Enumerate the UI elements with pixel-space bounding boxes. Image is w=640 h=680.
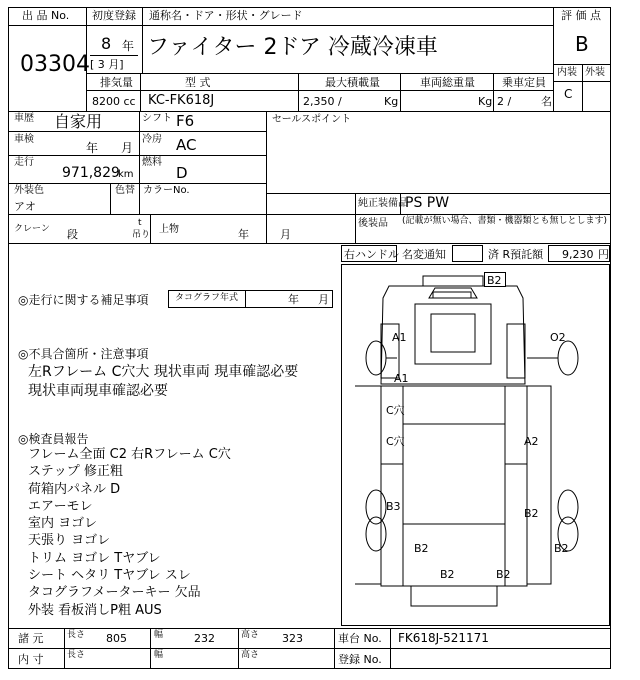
inner-dims-label: 内 寸 (18, 653, 44, 666)
diagram-label: C穴 (386, 404, 405, 417)
displacement: 8200 cc (92, 95, 136, 108)
tachograph-year: 年 (288, 293, 299, 306)
max-load: 2,350 / (303, 95, 342, 108)
diagram-label: B3 (386, 500, 401, 513)
aircon-label: 冷房 (142, 134, 162, 145)
name-change-label: 名変通知 (402, 248, 446, 261)
inspection-label: 車検 (14, 134, 34, 145)
max-load-label: 最大積載量 (325, 76, 380, 89)
inspector-line: ステップ 修正粗 (28, 464, 123, 480)
inspector-label: ◎検査員報告 (18, 432, 89, 446)
inspector-line: 室内 ヨゴレ (28, 516, 98, 532)
ext-color-label: 外装色 (14, 185, 44, 196)
defects-list (28, 363, 298, 401)
defect-line: 現状車両現車確認必要 (28, 383, 168, 399)
inspector-line: 天張り ヨゴレ (28, 533, 111, 549)
inspector-line: タコグラフメーターキー 欠品 (28, 585, 201, 601)
damage-diagram (341, 264, 610, 626)
lot-no: 03304 (20, 52, 90, 77)
mileage-unit: km (118, 169, 134, 180)
defects-label: ◎不具合箇所・注意事項 (18, 347, 149, 361)
chassis-label: 車台 No. (338, 632, 382, 645)
inspector-list (28, 446, 231, 619)
length: 805 (106, 632, 127, 645)
tachograph-month: 月 (318, 293, 329, 306)
inner-length-label: 長さ (67, 650, 86, 660)
model-code-label: 型 式 (185, 76, 211, 89)
gross-weight-label: 車両総重量 (420, 76, 475, 89)
diagram-label: B2 (496, 568, 511, 581)
mount-month: 月 (280, 228, 291, 241)
inspector-line: 外装 看板消しP粗 AUS (28, 602, 162, 618)
defect-line: 左Rフレーム C穴大 現状車両 現車確認必要 (28, 364, 299, 380)
diagram-label: O2 (550, 331, 566, 344)
diagram-label: B2 (524, 507, 539, 520)
diagram-label: A1 (394, 372, 409, 385)
equipment: PS PW (405, 195, 450, 211)
first-reg-month: [ 3 月] (90, 58, 124, 71)
score-label: 評 価 点 (561, 9, 601, 22)
mount-label: 上物 (159, 224, 179, 235)
diagram-label: B2 (440, 568, 455, 581)
fuel-label: 燃料 (142, 157, 162, 168)
interior-score: C (564, 87, 573, 101)
ext-color: アオ (14, 200, 36, 213)
inspection-year: 年 (86, 141, 99, 155)
displacement-label: 排気量 (100, 76, 133, 89)
recycle-unit: 円 (598, 248, 609, 261)
chassis-number: FK618J-521171 (398, 631, 489, 645)
history: 自家用 (54, 112, 103, 131)
sales-point-label: セールスポイント (272, 114, 352, 125)
aftermarket-label: 後装品 (358, 218, 388, 229)
recycle-label: 済 R預託額 (488, 248, 544, 261)
inspector-line: シート ヘタリ Tヤブレ スレ (28, 568, 191, 584)
mount-year: 年 (238, 228, 249, 241)
length-label: 長さ (67, 630, 86, 640)
lot-no-label: 出 品 No. (22, 9, 70, 22)
gross-weight-unit: Kg (478, 95, 493, 108)
first-reg-label: 初度登録 (92, 9, 136, 22)
fuel: D (176, 164, 188, 182)
shift: F6 (176, 112, 195, 130)
steering: 右ハンドル (344, 248, 399, 261)
history-label: 車歴 (14, 113, 34, 124)
aircon: AC (176, 136, 197, 154)
capacity-unit: 名 (541, 95, 552, 108)
exterior-score-label: 外装 (585, 67, 605, 78)
inspector-line: フレーム全面 C2 右Rフレーム C穴 (28, 447, 231, 462)
inner-width-label: 幅 (154, 650, 164, 660)
mileage: 971,829 (62, 165, 120, 181)
diagram-label: B2 (414, 542, 429, 555)
max-load-unit: Kg (384, 95, 399, 108)
capacity-label: 乗車定員 (502, 76, 546, 89)
dims-label: 諸 元 (18, 632, 44, 645)
driving-notes-label: ◎走行に関する補足事項 (18, 293, 149, 307)
width: 232 (194, 632, 215, 645)
inspector-line: トリム ヨゴレ Tヤブレ (28, 550, 161, 566)
model-code: KC-FK618J (148, 93, 215, 108)
recycle-amount: 9,230 (562, 248, 594, 261)
inspector-line: エアーモレ (28, 498, 93, 514)
height: 323 (282, 632, 303, 645)
aftermarket-note: (記載が無い場合、書類・機器類とも無しとします) (402, 216, 608, 226)
diagram-label: B2 (554, 542, 569, 555)
equipment-label: 純正装備品 (358, 198, 408, 209)
width-label: 幅 (154, 630, 164, 640)
crane-ton: 吊り (132, 230, 151, 240)
shift-label: シフト (142, 113, 172, 124)
color-change-label: 色替 (115, 185, 135, 196)
diagram-label: C穴 (386, 435, 405, 448)
interior-score-label: 内装 (557, 67, 577, 78)
crane-label: クレーン (14, 224, 50, 234)
inner-height-label: 高さ (241, 650, 260, 660)
truck-outline (341, 264, 610, 626)
first-reg-year-unit: 年 (122, 39, 135, 53)
crane-ton-top: t (138, 218, 142, 228)
registration-label: 登録 No. (338, 653, 382, 666)
mileage-label: 走行 (14, 157, 34, 168)
overall-score: B (575, 32, 589, 56)
inspection-month: 月 (121, 141, 134, 155)
color-code-label: カラーNo. (143, 185, 190, 196)
tachograph-label: タコグラフ年式 (175, 293, 239, 303)
model-name: ファイター 2ドア 冷蔵冷凍車 (147, 35, 438, 60)
capacity: 2 / (497, 95, 512, 108)
diagram-label: A1 (392, 331, 407, 344)
diagram-label: B2 (487, 274, 502, 287)
inspector-line: 荷箱内パネル D (28, 481, 121, 497)
model-name-label: 通称名・ドア・形状・グレード (149, 9, 303, 22)
first-reg-year: 8 (101, 34, 112, 53)
crane-stage: 段 (67, 228, 78, 241)
height-label: 高さ (241, 630, 260, 640)
diagram-label: A2 (524, 435, 539, 448)
